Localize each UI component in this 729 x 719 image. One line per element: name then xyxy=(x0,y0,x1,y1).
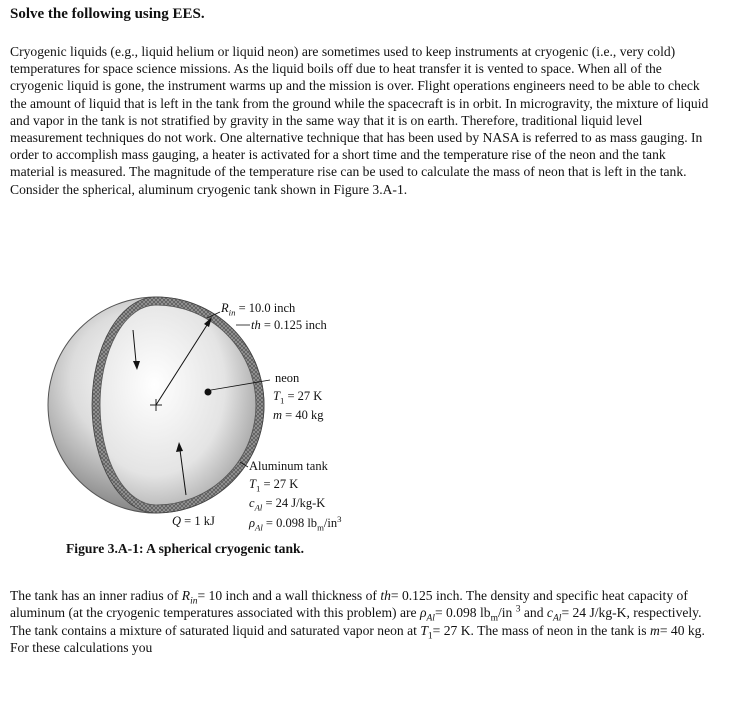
problem-paragraph-1: Cryogenic liquids (e.g., liquid helium or liquid neon) are sometimes used to keep instruments at cryogenic (i.e., very cold) temperatures for space science missions. As the liquid boils off due to heat transfer it is vented to space. When all of the cryogenic liquid is gone, the instrument warms up and the mission is over. Flight operations engineers need to be able to check the amount of liquid that is left in the tank from the ground while the spacecraft is in orbit. In microgravity, the mixture of liquid and vapor in the tank is not stratified by gravity in the same way that it is on earth. Therefore, traditional liquid level measurement techniques do not work. One alternative technique that has been used by NASA is referred to as mass gauging. In order to accomplish mass gauging, a heater is activated for a short time and the temperature rise of the neon and the tank material is measured. The magnitude of the temperature rise can be used to calculate the mass of neon that is left in the tank. Consider the spherical, aluminum cryogenic tank shown in Figure 3.A-1. xyxy=(10,44,709,197)
neon-title: neon xyxy=(275,371,300,385)
neon-temperature: $T_1 = 27$ K xyxy=(273,389,323,406)
aluminum-density: $\rho_{Al} = 0.098$ $lb_m/in^3$ xyxy=(249,513,342,533)
rin-label: $R_{in} = 10.0$ inch xyxy=(221,301,296,318)
aluminum-title: Aluminum tank xyxy=(249,459,328,473)
figure-caption: Figure 3.A-1: A spherical cryogenic tank. xyxy=(66,541,304,556)
heat-q-label: Q = 1 kJ xyxy=(172,514,215,528)
problem-paragraph-2: The tank has an inner radius of $R_{in}= 10$ inch and a wall thickness of th= 0.125 inch. The density and specific heat capacity of aluminum (at the cryogenic temperatures associated with this problem) are $\rho_{Al}= 0.098$ $lb_m/in$ $^3$ and $c_{Al}= 24$ J/kg-K, respectively. The tank contains a mixture of saturated liquid and saturated vapor neon at $T_1= 27$ K. The mass of neon in the tank is m= 40 kg. For these calculations you xyxy=(10,588,705,655)
page-heading: Solve the following using EES. xyxy=(10,6,205,22)
neon-mass: m = 40 kg xyxy=(273,408,324,422)
th-label: th = 0.125 inch xyxy=(251,318,327,332)
cutaway-wall xyxy=(92,297,264,513)
aluminum-specific-heat: $c_{Al} = 24$ J/kg-K xyxy=(249,496,326,513)
aluminum-temperature: $T_1 = 27$ K xyxy=(249,477,299,494)
